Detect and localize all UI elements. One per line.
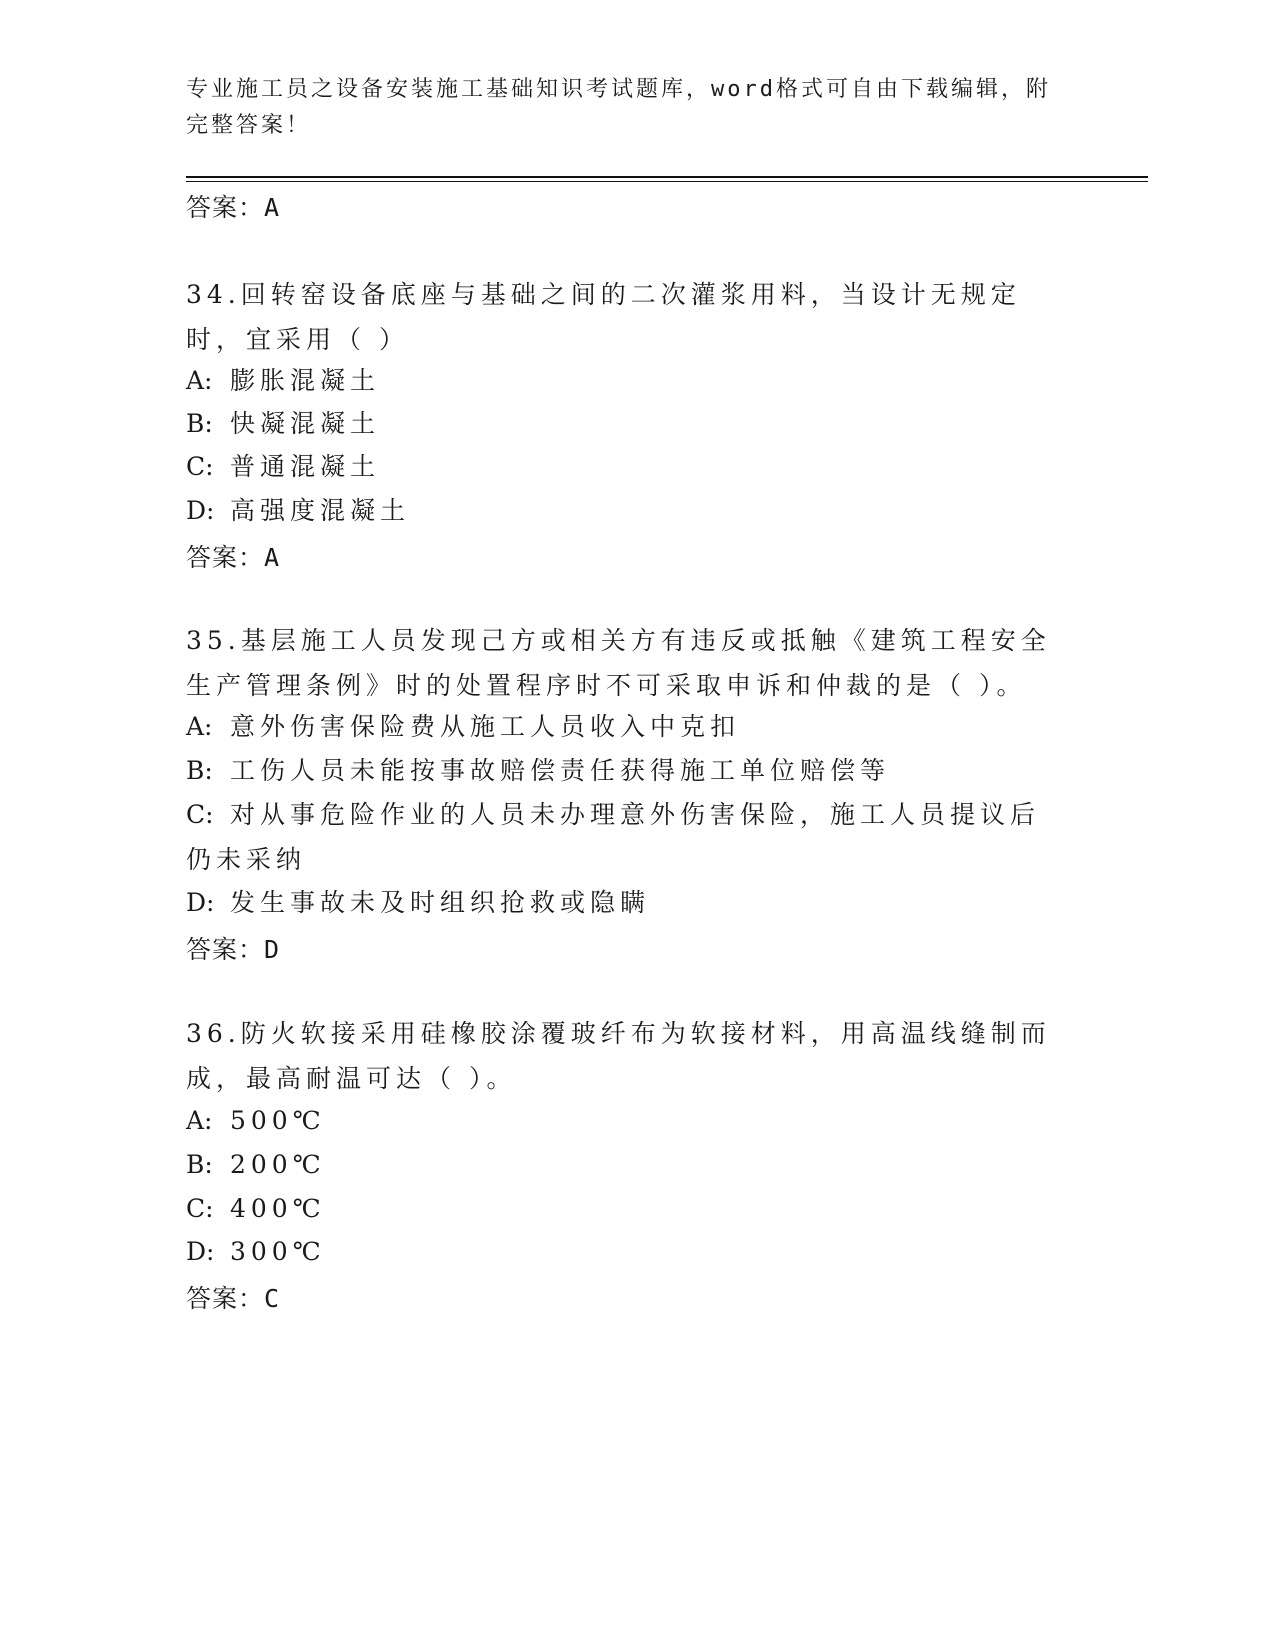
question-34-option-d [186,488,1066,533]
question-35-stem: 35.基层施工人员发现己方或相关方有违反或抵触《建筑工程安全生产管理条例》时的处置程序时不可采取申诉和仲裁的是（ ）。 [186,626,1051,700]
question-35-option-d [186,880,1066,925]
option-letter: A: [186,712,213,741]
option-letter: B: [186,756,213,785]
option-text: 高强度混凝土 [230,496,411,525]
answer-value: A [264,543,281,572]
option-letter: D: [186,1237,215,1266]
answer-label: 答案： [186,1284,265,1313]
option-letter: D: [186,888,215,917]
option-text: 意外伤害保险费从施工人员收入中克扣 [230,712,741,741]
option-text: 工伤人员未能按事故赔偿责任获得施工单位赔偿等 [230,756,891,785]
option-text: 对从事危险作业的人员未办理意外伤害保险，施工人员提议后仍未采纳 [186,800,1041,874]
answer-value: C [264,1284,281,1313]
header-divider-thin [186,181,1148,182]
option-letter: C: [186,1194,214,1223]
question-36-option-c [186,1186,1066,1231]
option-letter: A: [186,366,213,395]
answer-value: D [264,935,281,964]
option-letter: B: [186,409,213,438]
question-36-stem: 36.防火软接采用硅橡胶涂覆玻纤布为软接材料，用高温线缝制而成，最高耐温可达（ ）。 [186,1019,1051,1093]
question-34-option-c [186,444,1066,489]
answer-value: A [264,193,281,222]
option-letter: B: [186,1150,213,1179]
header-divider-thick [186,176,1148,178]
option-letter: C: [186,452,214,481]
question-35-option-b [186,748,1066,793]
option-text: 200℃ [230,1150,326,1179]
option-text: 300℃ [230,1237,326,1266]
question-34-answer [186,538,280,574]
question-34-stem: 34.回转窑设备底座与基础之间的二次灌浆用料，当设计无规定时，宜采用（ ） [186,280,1021,354]
answer-label: 答案： [186,935,265,964]
option-text: 普通混凝土 [230,452,381,481]
question-36-option-a [186,1098,1066,1143]
previous-answer [186,188,280,224]
question-34-option-b [186,401,1066,446]
option-letter: A: [186,1106,213,1135]
document-header: 专业施工员之设备安装施工基础知识考试题库，word格式可自由下载编辑，附完整答案！ [186,77,1051,138]
question-35-answer [186,930,280,966]
option-text: 膨胀混凝土 [230,366,381,395]
option-text: 快凝混凝土 [230,409,381,438]
option-text: 500℃ [230,1106,326,1135]
option-text: 发生事故未及时组织抢救或隐瞒 [230,888,651,917]
answer-label: 答案： [186,543,265,572]
question-36-answer [186,1279,280,1315]
question-35-option-c [186,792,1066,882]
option-text: 400℃ [230,1194,326,1223]
question-34-option-a [186,358,1066,403]
question-36-option-b [186,1142,1066,1187]
option-letter: C: [186,800,214,829]
question-35-option-a [186,704,1066,749]
question-36-option-d [186,1229,1066,1274]
answer-label: 答案： [186,193,265,222]
option-letter: D: [186,496,215,525]
